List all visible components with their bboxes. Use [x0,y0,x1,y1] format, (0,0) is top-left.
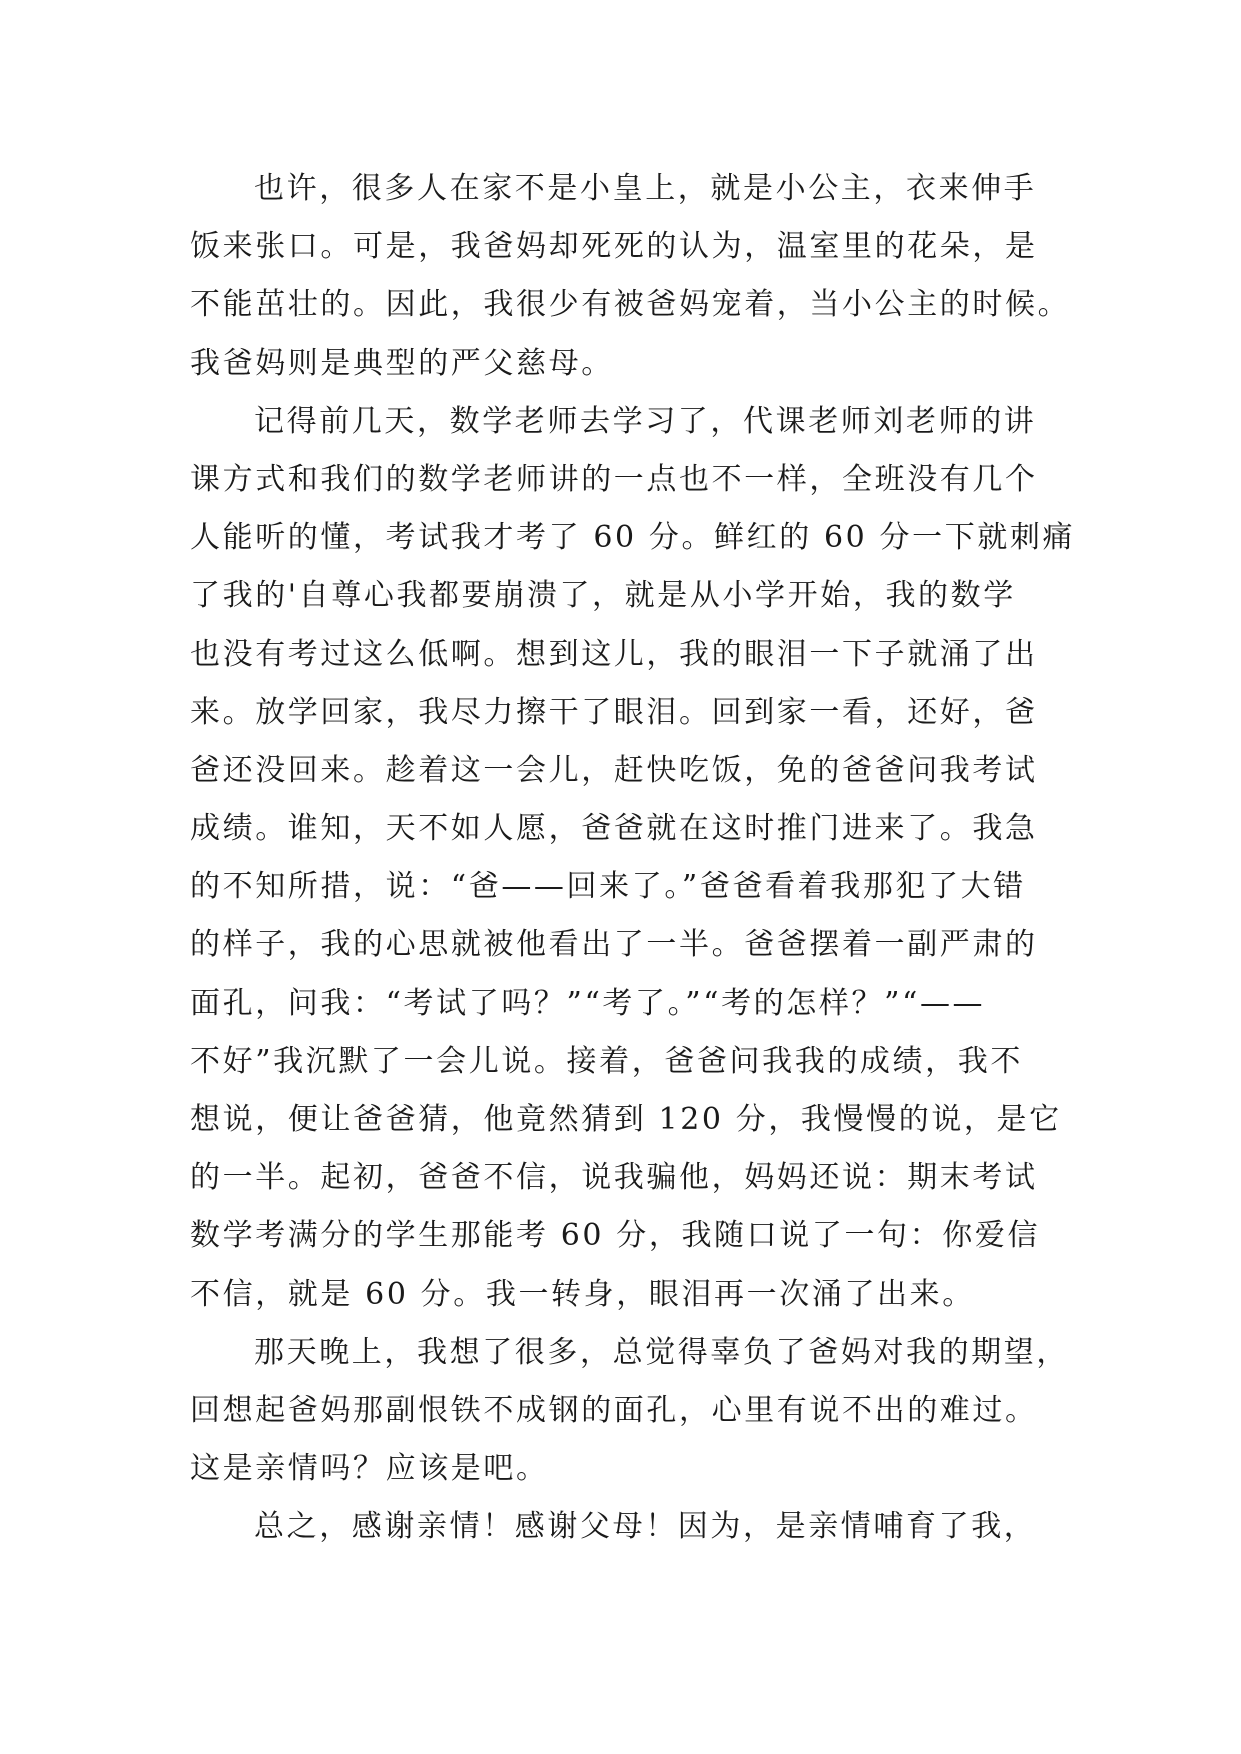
text-line: 饭来张口。可是，我爸妈却死死的认为，温室里的花朵，是 [190,229,1038,265]
text-line: 不能茁壮的。因此，我很少有被爸妈宠着，当小公主的时候。 [190,287,1071,323]
text-line: 想说，便让爸爸猜，他竟然猜到 120 分，我慢慢的说，是它 [190,1102,1062,1137]
text-line: 来。放学回家，我尽力擦干了眼泪。回到家一看，还好，爸 [190,694,1038,730]
text-line: 爸还没回来。趁着这一会儿，赶快吃饭，免的爸爸问我考试 [190,752,1038,788]
text-line: 了我的'自尊心我都要崩溃了，就是从小学开始，我的数学 [190,578,1016,614]
text-line: 成绩。谁知，天不如人愿，爸爸就在这时推门进来了。我急 [190,811,1038,847]
text-line: 的样子，我的心思就被他看出了一半。爸爸摆着一副严肃的 [190,927,1038,963]
text-line: 不信，就是 60 分。我一转身，眼泪再一次涌了出来。 [190,1276,975,1312]
text-line: 也没有考过这么低啊。想到这儿，我的眼泪一下子就涌了出 [190,636,1038,672]
paragraph-first-line: 那天晚上，我想了很多，总觉得辜负了爸妈对我的期望， [254,1334,1069,1370]
text-line: 这是亲情吗？应该是吧。 [190,1451,549,1487]
text-line: 数学考满分的学生那能考 60 分，我随口说了一句：你爱信 [190,1218,1041,1254]
text-line: 不好”我沉默了一会儿说。接着，爸爸问我我的成绩，我不 [190,1043,1023,1079]
paragraph-first-line: 记得前几天，数学老师去学习了，代课老师刘老师的讲 [254,403,1037,439]
text-line: 面孔，问我：“考试了吗？”“考了。”“考的怎样？”“—— [190,985,986,1021]
paragraph-first-line: 也许，很多人在家不是小皇上，就是小公主，衣来伸手 [254,171,1037,206]
document-body [190,160,1076,1557]
paragraph-first-line: 总之，感谢亲情！感谢父母！因为，是亲情哺育了我， [254,1509,1037,1545]
text-line: 的一半。起初，爸爸不信，说我骗他，妈妈还说：期末考试 [190,1160,1038,1196]
text-line: 我爸妈则是典型的严父慈母。 [190,345,614,381]
text-line: 的不知所措，说：“爸——回来了。”爸爸看着我那犯了大错 [190,869,1026,905]
text-line: 回想起爸妈那副恨铁不成钢的面孔，心里有说不出的难过。 [190,1392,1038,1428]
text-line: 人能听的懂，考试我才考了 60 分。鲜红的 60 分一下就刺痛 [190,520,1076,556]
text-line: 课方式和我们的数学老师讲的一点也不一样，全班没有几个 [190,461,1038,497]
